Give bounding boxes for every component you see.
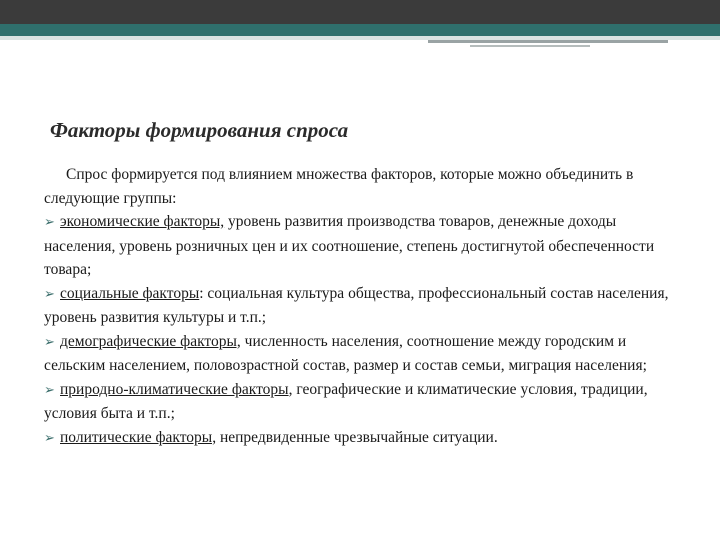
factor-term: политические факторы, [60,428,217,446]
factor-term: социальные факторы [60,284,200,302]
factor-description: непредвиденные чрезвычайные ситуации. [216,428,498,446]
arrow-bullet-icon: ➢ [44,382,55,398]
factor-term: природно-климатические факторы [60,380,289,398]
slide-body [44,163,684,450]
arrow-bullet-icon: ➢ [44,286,55,302]
list-item [44,426,684,451]
intro-paragraph: Спрос формируется под влиянием множества факторов, которые можно объединить в следующие группы: [44,166,634,207]
factor-description: уровень развития производства товаров, денежные доходы населения, уровень розничных цен и их соотношение, степень достигнутой обеспеченности товара; [44,213,655,278]
factor-term: экономические факторы, [60,213,225,230]
factor-description: , географические и климатические условия, традиции, условия быта и т.п.; [44,380,648,422]
list-item [44,330,684,378]
decorative-line [470,45,590,47]
slide-title: Факторы формирования спроса [50,118,349,142]
factor-term: демографические факторы, [60,332,241,350]
list-item [44,210,684,282]
accent-band [0,24,720,36]
header-bar [0,0,720,24]
list-item [44,282,684,330]
decorative-line [428,40,668,43]
arrow-bullet-icon: ➢ [44,430,55,446]
arrow-bullet-icon: ➢ [44,334,55,350]
list-item [44,378,684,426]
factor-description: : социальная культура общества, профессиональный состав населения, уровень развития культуры и т.п.; [44,284,669,326]
arrow-bullet-icon: ➢ [44,215,55,230]
factor-description: численность населения, соотношение между городским и сельским населением, половозрастной состав, размер и состав семьи, миграция населения; [44,332,647,374]
